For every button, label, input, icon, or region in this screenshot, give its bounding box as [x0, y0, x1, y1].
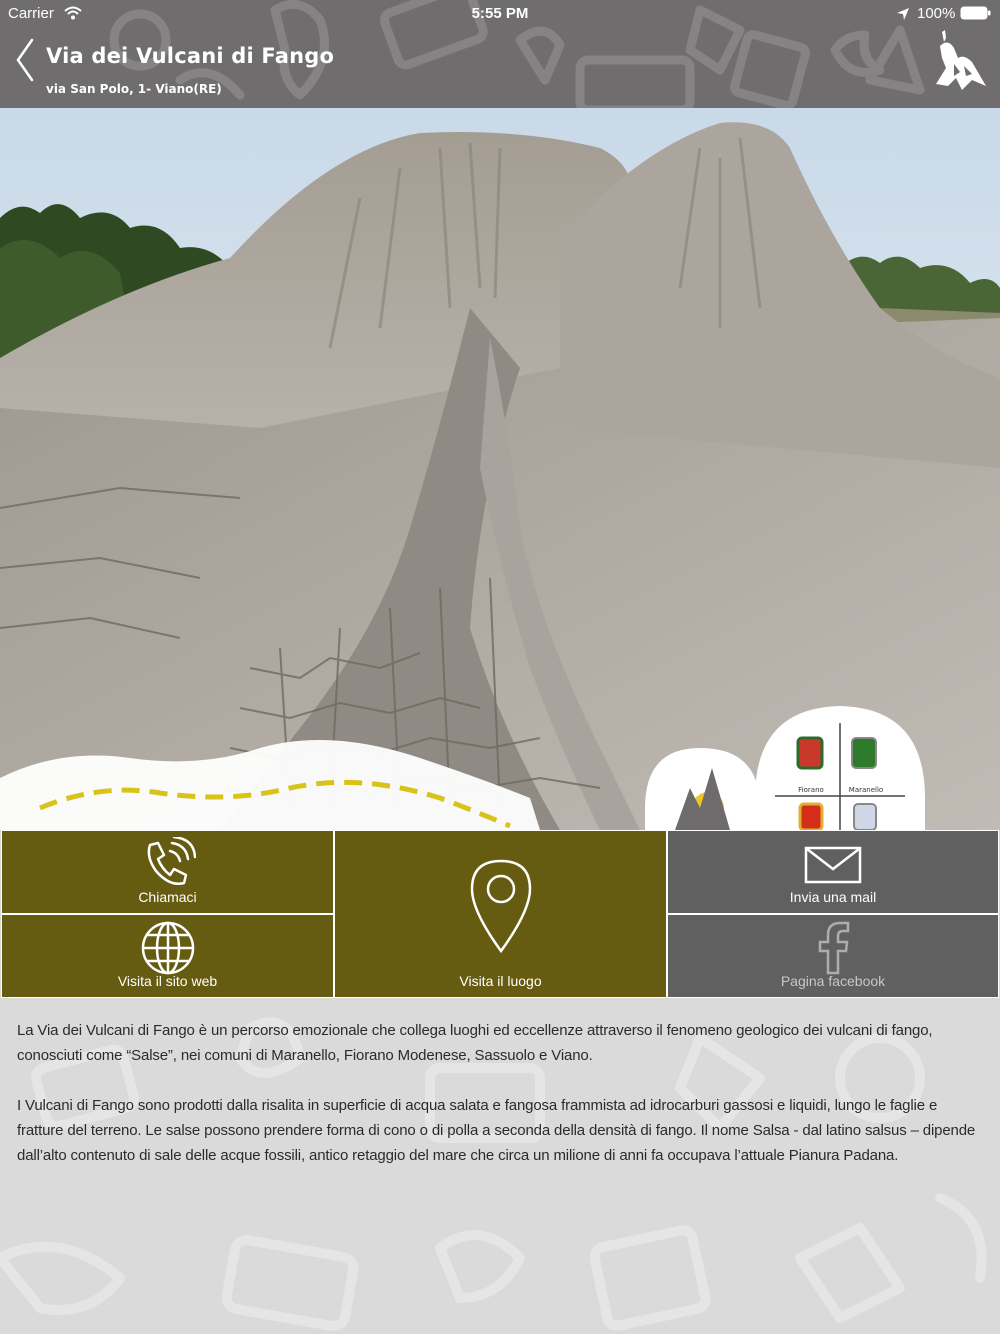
facebook-label: Pagina facebook: [780, 973, 886, 989]
svg-text:Fiorano: Fiorano: [798, 786, 824, 794]
description-section: [0, 998, 1000, 1334]
svg-text:Maranello: Maranello: [848, 786, 884, 794]
nav-header: [0, 0, 1000, 108]
status-bar: [0, 0, 1000, 28]
facebook-button[interactable]: [667, 914, 999, 998]
description-paragraph-2: I Vulcani di Fango sono prodotti dalla risalita in superficie di acqua salata e fangosa frammista ad idrocarburi gassosi e liquidi, lungo le faglie e fratture del terreno. Le salse possono prendere forma di cono o di polla a seconda della densità di fango. Il nome Salsa - dal latino salsus – dipende dall’alto contenuto di sale delle acque fossili, antico retaggio del mare che circa un milione di anni fa occupava l’attuale Pianura Padana.: [17, 1097, 976, 1164]
visit-place-label: Visita il luogo: [459, 973, 542, 989]
carrier-label: Carrier: [8, 5, 54, 22]
visit-place-button[interactable]: [334, 830, 667, 998]
facebook-icon: [816, 921, 850, 975]
hero-photo: [0, 108, 1000, 830]
location-pin-icon: [466, 855, 536, 955]
website-label: Visita il sito web: [117, 973, 218, 989]
send-mail-button[interactable]: [667, 830, 999, 914]
send-mail-label: Invia una mail: [789, 889, 877, 905]
globe-icon: [140, 921, 196, 975]
back-chevron-icon: [10, 36, 40, 84]
back-button[interactable]: [10, 36, 40, 84]
page-title: Via dei Vulcani di Fango: [46, 44, 335, 68]
mud-volcano-illustration: [0, 108, 1000, 830]
call-label: Chiamaci: [138, 889, 197, 905]
action-grid: [0, 830, 1000, 998]
envelope-icon: [804, 845, 862, 885]
phone-icon: [140, 837, 196, 889]
location-arrow-icon: [896, 7, 910, 21]
app-logo-icon: [928, 28, 990, 94]
website-button[interactable]: [1, 914, 334, 998]
call-button[interactable]: [1, 830, 334, 914]
page-subtitle: via San Polo, 1- Viano(RE): [46, 82, 222, 96]
description-paragraph-1: La Via dei Vulcani di Fango è un percorso emozionale che collega luoghi ed eccellenze attraverso il fenomeno geologico dei vulcani di fango, conosciuti come “Salse”, nei comuni di Maranello, Fiorano Modenese, Sassuolo e Viano.: [17, 1022, 933, 1064]
status-time: 5:55 PM: [471, 5, 529, 22]
battery-percent: 100%: [917, 5, 956, 22]
battery-icon: [960, 6, 992, 20]
